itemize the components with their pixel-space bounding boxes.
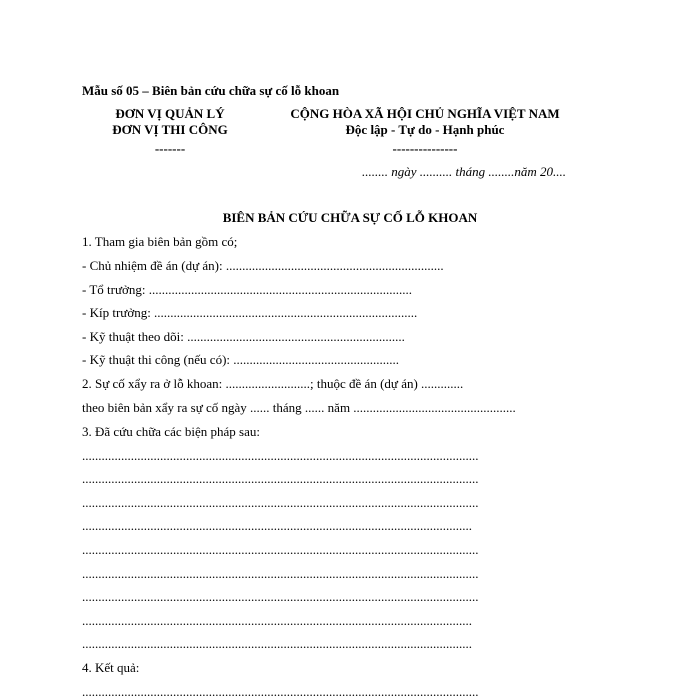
header-left-line1: ĐƠN VỊ QUẢN LÝ bbox=[115, 106, 225, 121]
dotted-line: ........................................................................................................................ bbox=[82, 518, 472, 533]
monitoring-technician-line: - Kỹ thuật theo dõi: ................................................................... bbox=[82, 329, 405, 344]
dotted-line: .......................................................................................................................... bbox=[82, 589, 479, 604]
header-left-rule: ------- bbox=[154, 141, 186, 156]
project-manager-line: - Chủ nhiệm đề án (dự án): ................................................................... bbox=[82, 258, 444, 273]
participants-heading: 1. Tham gia biên bản gồm có; bbox=[82, 234, 238, 249]
header-right-line1: CỘNG HÒA XÃ HỘI CHỦ NGHĨA VIỆT NAM bbox=[290, 106, 560, 121]
incident-record-line: theo biên bản xẩy ra sự cố ngày ...... tháng ...... năm .................................................. bbox=[82, 400, 516, 415]
incident-location-line: 2. Sự cố xẩy ra ở lỗ khoan: ..........................; thuộc đề án (dự án) ............. bbox=[82, 376, 464, 391]
dotted-line: .......................................................................................................................... bbox=[82, 542, 479, 557]
dotted-line: ........................................................................................................................ bbox=[82, 636, 472, 651]
dotted-line: .......................................................................................................................... bbox=[82, 566, 479, 581]
dotted-line: ........................................................................................................................ bbox=[82, 613, 472, 628]
date-line: ........ ngày .......... tháng ........năm 20.... bbox=[362, 164, 567, 179]
remedy-heading: 3. Đã cứu chữa các biện pháp sau: bbox=[82, 424, 260, 439]
team-leader-line: - Tổ trưởng: ................................................................................. bbox=[82, 282, 413, 297]
dotted-line: .......................................................................................................................... bbox=[82, 471, 479, 486]
dotted-line: .......................................................................................................................... bbox=[82, 448, 479, 463]
form-number-title: Mẫu số 05 – Biên bản cứu chữa sự cố lỗ khoan bbox=[82, 83, 340, 98]
header-right-line2: Độc lập - Tự do - Hạnh phúc bbox=[345, 122, 505, 137]
dotted-line: .......................................................................................................................... bbox=[82, 495, 479, 510]
shift-leader-line: - Kíp trưởng: ................................................................................. bbox=[82, 305, 418, 320]
header-right-rule: --------------- bbox=[392, 141, 458, 156]
construction-technician-line: - Kỹ thuật thi công (nếu có): ................................................... bbox=[82, 352, 400, 367]
result-heading: 4. Kết quả: bbox=[82, 660, 140, 675]
header-left-line2: ĐƠN VỊ THI CÔNG bbox=[112, 122, 228, 137]
dotted-line: .......................................................................................................................... bbox=[82, 684, 479, 699]
document-title: BIÊN BẢN CỨU CHỮA SỰ CỐ LỖ KHOAN bbox=[222, 210, 478, 225]
